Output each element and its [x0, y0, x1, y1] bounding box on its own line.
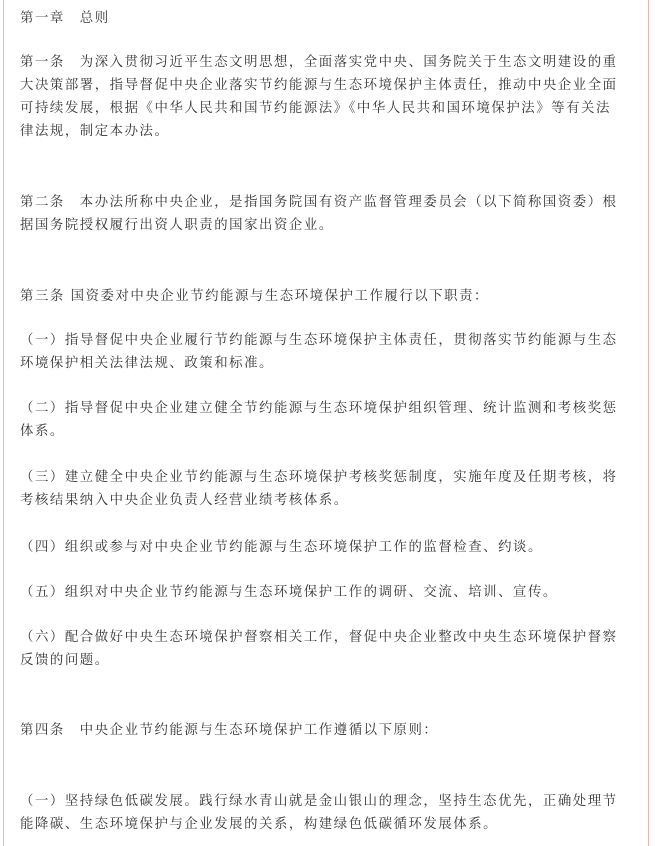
- article-3-title: 第三条 国资委对中央企业节约能源与生态环境保护工作履行以下职责：: [20, 289, 489, 304]
- chapter-title: 第一章 总则: [20, 11, 110, 26]
- article-4-title: 第四条 中央企业节约能源与生态环境保护工作遵循以下原则：: [20, 723, 439, 738]
- article-3-item-2-line-1: （二）指导督促中央企业建立健全节约能源与生态环境保护组织管理、统计监测和考核奖惩: [20, 401, 618, 416]
- article-1-line-1: 第一条 为深入贯彻习近平生态文明思想，全面落实党中央、国务院关于生态文明建设的重: [20, 55, 618, 70]
- article-3-item-1-line-2: 环境保护相关法律法规、政策和标准。: [20, 356, 274, 371]
- article-4-item-1-line-2: 能降碳、生态环境保护与企业发展的关系，构建绿色低碳循环发展体系。: [20, 817, 499, 832]
- article-3-item-3-line-2: 考核结果纳入中央企业负责人经营业绩考核体系。: [20, 493, 349, 508]
- article-3-item-1-line-1: （一）指导督促中央企业履行节约能源与生态环境保护主体责任，贯彻落实节约能源与生态: [20, 333, 618, 348]
- article-1-line-2: 大决策部署，指导督促中央企业落实节约能源与生态环境保护主体责任，推动中央企业全面: [20, 78, 618, 93]
- article-3-item-6-line-2: 反馈的问题。: [20, 653, 110, 668]
- article-3-item-2-line-2: 体系。: [20, 424, 65, 439]
- article-2-line-1: 第二条 本办法所称中央企业，是指国务院国有资产监督管理委员会（以下简称国资委）根: [20, 195, 618, 210]
- article-3-item-6-line-1: （六）配合做好中央生态环境保护督察相关工作，督促中央企业整改中央生态环境保护督察: [20, 630, 618, 645]
- article-3-item-3-line-1: （三）建立健全中央企业节约能源与生态环境保护考核奖惩制度，实施年度及任期考核，将: [20, 470, 618, 485]
- article-3-item-4: （四）组织或参与对中央企业节约能源与生态环境保护工作的监督检查、约谈。: [20, 540, 543, 555]
- article-2-line-2: 据国务院授权履行出资人职责的国家出资企业。: [20, 218, 334, 233]
- article-1-line-3: 可持续发展，根据《中华人民共和国节约能源法》《中华人民共和国环境保护法》等有关法: [20, 101, 611, 116]
- article-4-item-1-line-1: （一）坚持绿色低碳发展。践行绿水青山就是金山银山的理念，坚持生态优先，正确处理节: [20, 794, 618, 809]
- article-1-line-4: 律法规，制定本办法。: [20, 124, 170, 139]
- article-3-item-5: （五）组织对中央企业节约能源与生态环境保护工作的调研、交流、培训、宣传。: [20, 585, 558, 600]
